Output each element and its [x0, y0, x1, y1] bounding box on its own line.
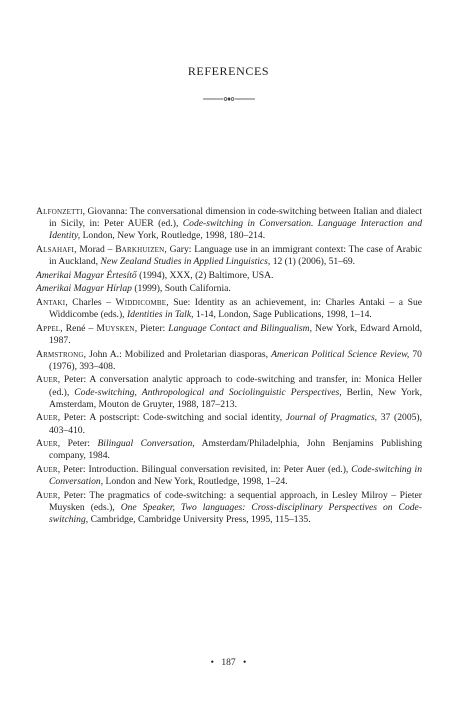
author-name: Auer	[36, 374, 58, 386]
reference-entry	[36, 206, 422, 243]
reference-entry	[36, 438, 422, 462]
author-name: Auer	[36, 463, 58, 475]
reference-entry	[36, 270, 422, 282]
reference-entry	[36, 374, 422, 411]
work-title: Language Contact and Bilingualism,	[168, 322, 312, 334]
reference-entry	[36, 244, 422, 268]
work-title: American Political Science Review,	[271, 348, 410, 360]
reference-text: Amsterdam/Philadelphia, John Benjamins Publishing company, 1984.	[49, 438, 422, 462]
author-name: Antaki	[36, 296, 66, 308]
author-name: Muysken	[96, 322, 135, 334]
work-title: Amerikai Magyar Értesítő	[36, 269, 137, 281]
reference-entry	[36, 490, 422, 527]
author-name: Auer	[36, 412, 58, 424]
reference-entry	[36, 283, 422, 295]
reference-text: , Giovanna: The conversational dimension in code-switching between Italian and dialect in Sicily, in: Peter AUER (ed.),	[49, 206, 422, 230]
reference-text: London, New York, Routledge, 1998, 180–214.	[80, 230, 266, 242]
reference-text: , Peter:	[57, 438, 98, 450]
author-name: Auer	[36, 489, 58, 501]
author-name: Alfonzetti	[36, 206, 83, 217]
reference-text: , Pieter:	[134, 322, 169, 334]
reference-text: , Peter: A conversation analytic approach to code-switching and transfer, in: Monica Heller (ed.),	[49, 374, 422, 398]
reference-text: Berlin, New York, Amsterdam, Mouton de Gruyter, 1988, 187–213.	[49, 386, 422, 410]
reference-list	[36, 206, 422, 528]
author-name: Widdicombe	[115, 296, 167, 308]
work-title: One Speaker, Two languages: Cross-disciplinary Perspectives on Code-switching,	[49, 501, 423, 526]
reference-text: , Gary: Language use in an immigrant context: The case of Arabic in Auckland,	[49, 244, 422, 268]
work-title: Journal of Pragmatics,	[285, 412, 378, 424]
author-name: Appel	[36, 322, 61, 334]
work-title: Code-switching in Conversation. Language Interaction and Identity,	[49, 218, 422, 242]
reference-text: , John A.: Mobilized and Proletarian diasporas,	[83, 348, 272, 360]
reference-text: , Peter: A postscript: Code-switching and social identity,	[57, 412, 286, 424]
reference-text: , Morad –	[74, 244, 116, 255]
reference-text: , Peter: Introduction. Bilingual conversation revisited, in: Peter Auer (ed.),	[57, 463, 352, 475]
reference-entry	[36, 464, 422, 488]
work-title: Bilingual Conversation,	[97, 438, 195, 450]
folio-bullet-right: •	[243, 658, 247, 668]
reference-text: , Charles –	[65, 296, 116, 308]
work-title: Identities in Talk,	[126, 309, 194, 321]
reference-text: , Peter: The pragmatics of code-switching: a sequential approach, in Lesley Milroy – Pieter Muysken (eds.),	[49, 489, 422, 513]
page-number-footer	[0, 658, 457, 668]
reference-entry	[36, 297, 422, 321]
reference-entry	[36, 323, 422, 347]
author-name: Barkhuizen	[115, 244, 165, 255]
reference-text: 70 (1976), 393–408.	[49, 348, 422, 372]
reference-text: (1999), South California.	[131, 283, 231, 295]
author-name: Armstrong	[36, 348, 84, 360]
author-name: Alsahafi	[36, 244, 75, 255]
reference-text: , 12 (1) (2006), 51–69.	[267, 256, 356, 268]
reference-text: 37 (2005), 403–410.	[49, 412, 423, 436]
work-title: Code-switching in Conversation,	[49, 463, 422, 488]
ornament-divider-icon	[203, 95, 255, 103]
reference-text: (1994), XXX, (2) Baltimore, USA.	[136, 269, 274, 281]
reference-entry	[36, 412, 422, 436]
reference-text: London and New York, Routledge, 1998, 1–24.	[103, 476, 288, 488]
reference-entry	[36, 349, 422, 373]
reference-text: , René –	[60, 322, 97, 334]
work-title: Code-switching, Anthropological and Sociolinguistic Perspectives,	[74, 386, 342, 398]
folio-bullet-left: •	[210, 658, 214, 668]
page-title: REFERENCES	[187, 64, 270, 78]
reference-text: , Sue: Identity as an achievement, in: Charles Antaki – a Sue Widdicombe (eds.),	[49, 296, 423, 321]
reference-text: Cambridge, Cambridge University Press, 1995, 115–135.	[88, 514, 311, 526]
work-title: New Zealand Studies in Applied Linguistics	[100, 256, 268, 268]
work-title: Amerikai Magyar Hírlap	[36, 283, 132, 295]
reference-text: New York, Edward Arnold, 1987.	[49, 322, 423, 346]
reference-text: 1-14, London, Sage Publications, 1998, 1–14.	[193, 309, 372, 321]
page-number: 187	[221, 658, 236, 668]
author-name: Auer	[36, 438, 58, 450]
